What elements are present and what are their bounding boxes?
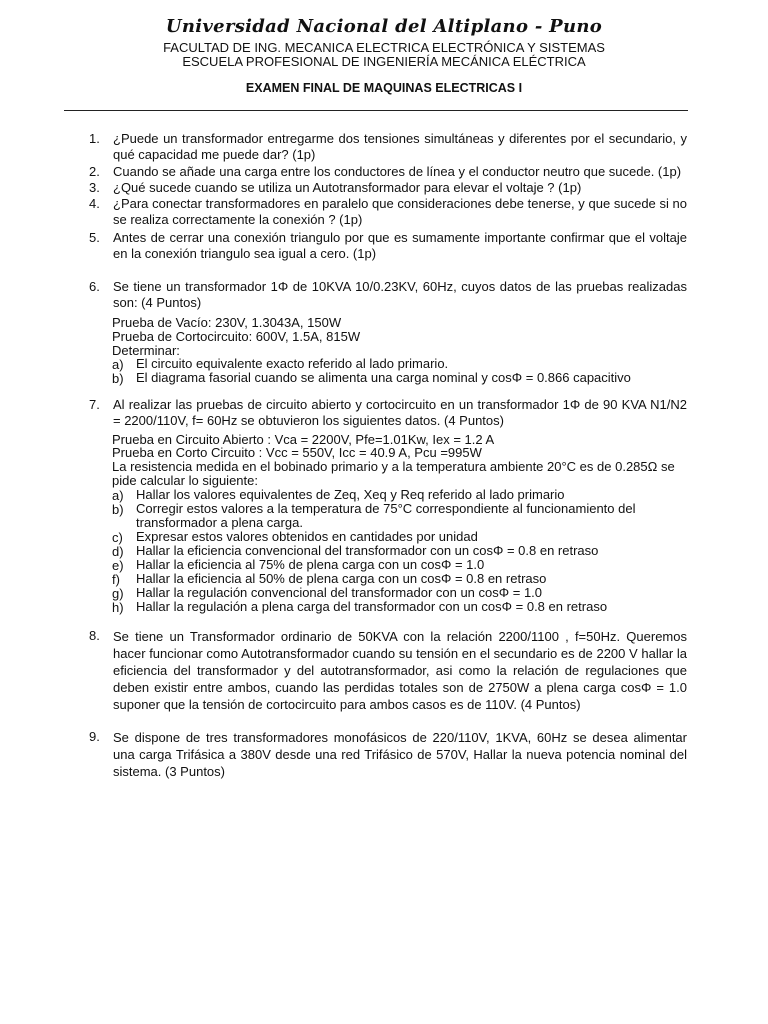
item-text: Corregir estos valores a la temperatura de 75°C correspondiente al funcionamiento del transformador a plena carga. bbox=[136, 501, 636, 530]
header-divider bbox=[64, 110, 688, 111]
item-label: b) bbox=[112, 502, 124, 517]
item-label: f) bbox=[112, 572, 120, 587]
item-text: Hallar la eficiencia al 50% de plena carga con un cosΦ = 0.8 en retraso bbox=[136, 571, 547, 586]
item-label: d) bbox=[112, 544, 124, 559]
question-text: ¿Puede un transformador entregarme dos tensiones simultáneas y diferentes por el secundario, y qué capacidad me puede dar? (1p) bbox=[113, 131, 687, 162]
question-number: 3. bbox=[89, 180, 100, 195]
test-data-line: Prueba de Vacío: 230V, 1.3043A, 150W bbox=[112, 315, 342, 330]
question-text: Cuando se añade una carga entre los conductores de línea y el conductor neutro que sucede. (1p) bbox=[113, 164, 682, 179]
question-text: ¿Qué sucede cuando se utiliza un Autotransformador para elevar el voltaje ? (1p) bbox=[113, 180, 582, 195]
item-text: El circuito equivalente exacto referido al lado primario. bbox=[136, 356, 449, 371]
question-number: 4. bbox=[89, 196, 100, 211]
instruction-line: Determinar: bbox=[112, 343, 180, 358]
question-number: 1. bbox=[89, 131, 100, 146]
item-text: Hallar la regulación convencional del transformador con un cosΦ = 1.0 bbox=[136, 585, 543, 600]
item-label: g) bbox=[112, 586, 124, 601]
item-text: Hallar la regulación a plena carga del transformador con un cosΦ = 0.8 en retraso bbox=[136, 599, 608, 614]
question-number: 2. bbox=[89, 164, 100, 179]
item-label: c) bbox=[112, 530, 123, 545]
question-text: Antes de cerrar una conexión triangulo por que es sumamente importante confirmar que el voltaje en la conexión triangulo sea igual a cero. (1p) bbox=[113, 230, 687, 261]
test-data-line: Prueba en Corto Circuito : Vcc = 550V, Icc = 40.9 A, Pcu =995W bbox=[112, 445, 482, 460]
question-number: 6. bbox=[89, 279, 100, 294]
question-text: Se dispone de tres transformadores monofásicos de 220/110V, 1KVA, 60Hz se desea alimentar una carga Trifásica a 380V desde una red Trifásico de 570V, Hallar la nueva potencia nominal del sistema. (3 Puntos) bbox=[113, 730, 687, 779]
item-text: El diagrama fasorial cuando se alimenta una carga nominal y cosΦ = 0.866 capacitivo bbox=[136, 370, 631, 385]
item-text: Hallar los valores equivalentes de Zeq, Xeq y Req referido al lado primario bbox=[136, 487, 565, 502]
item-label: a) bbox=[112, 488, 124, 503]
item-text: Hallar la eficiencia convencional del transformador con un cosΦ = 0.8 en retraso bbox=[136, 543, 599, 558]
question-text: ¿Para conectar transformadores en paralelo que consideraciones debe tenerse, y que sucede si no se realiza correctamente la conexión ? (1p) bbox=[113, 196, 687, 227]
question-number: 9. bbox=[89, 729, 100, 744]
question-text: Al realizar las pruebas de circuito abierto y cortocircuito en un transformador 1Φ de 90 KVA N1/N2 = 2200/110V, f= 60Hz se obtuvieron los siguientes datos. (4 Puntos) bbox=[113, 397, 687, 428]
test-data-line: Prueba de Cortocircuito: 600V, 1.5A, 815W bbox=[112, 329, 361, 344]
item-label: e) bbox=[112, 558, 124, 573]
item-label: b) bbox=[112, 371, 124, 386]
school-name: ESCUELA PROFESIONAL DE INGENIERÍA MECÁNICA ELÉCTRICA bbox=[182, 54, 586, 69]
question-text: Se tiene un transformador 1Φ de 10KVA 10/0.23KV, 60Hz, cuyos datos de las pruebas realizadas son: (4 Puntos) bbox=[113, 279, 687, 310]
question-number: 5. bbox=[89, 230, 100, 245]
item-label: h) bbox=[112, 600, 124, 615]
question-number: 8. bbox=[89, 628, 100, 643]
university-name: Universidad Nacional del Altiplano - Puno bbox=[165, 16, 603, 37]
question-text: Se tiene un Transformador ordinario de 50KVA con la relación 2200/1100 , f=50Hz. Queremos hacer funcionar como Autotransformador cuando su tensión en el secundario es de 2200 V hallar la eficiencia del transformador y del autotransformador, asi como la relación de regulaciones que deben existir entre ambos, cuando las perdidas totales son de 2750W a plena carga cosΦ = 1.0 suponer que la tensión de cortocircuito para ambos casos es de 110V. (4 Puntos) bbox=[113, 629, 687, 712]
test-data-line: Prueba en Circuito Abierto : Vca = 2200V, Pfe=1.01Kw, Iex = 1.2 A bbox=[112, 432, 495, 447]
question-number: 7. bbox=[89, 397, 100, 412]
item-label: a) bbox=[112, 357, 124, 372]
instruction-line: La resistencia medida en el bobinado primario y a la temperatura ambiente 20°C es de 0.285Ω se pide calcular lo siguiente: bbox=[112, 459, 675, 488]
item-text: Expresar estos valores obtenidos en cantidades por unidad bbox=[136, 529, 478, 544]
item-text: Hallar la eficiencia al 75% de plena carga con un cosΦ = 1.0 bbox=[136, 557, 485, 572]
faculty-name: FACULTAD DE ING. MECANICA ELECTRICA ELECTRÓNICA Y SISTEMAS bbox=[163, 40, 605, 55]
exam-title: EXAMEN FINAL DE MAQUINAS ELECTRICAS I bbox=[245, 81, 523, 95]
